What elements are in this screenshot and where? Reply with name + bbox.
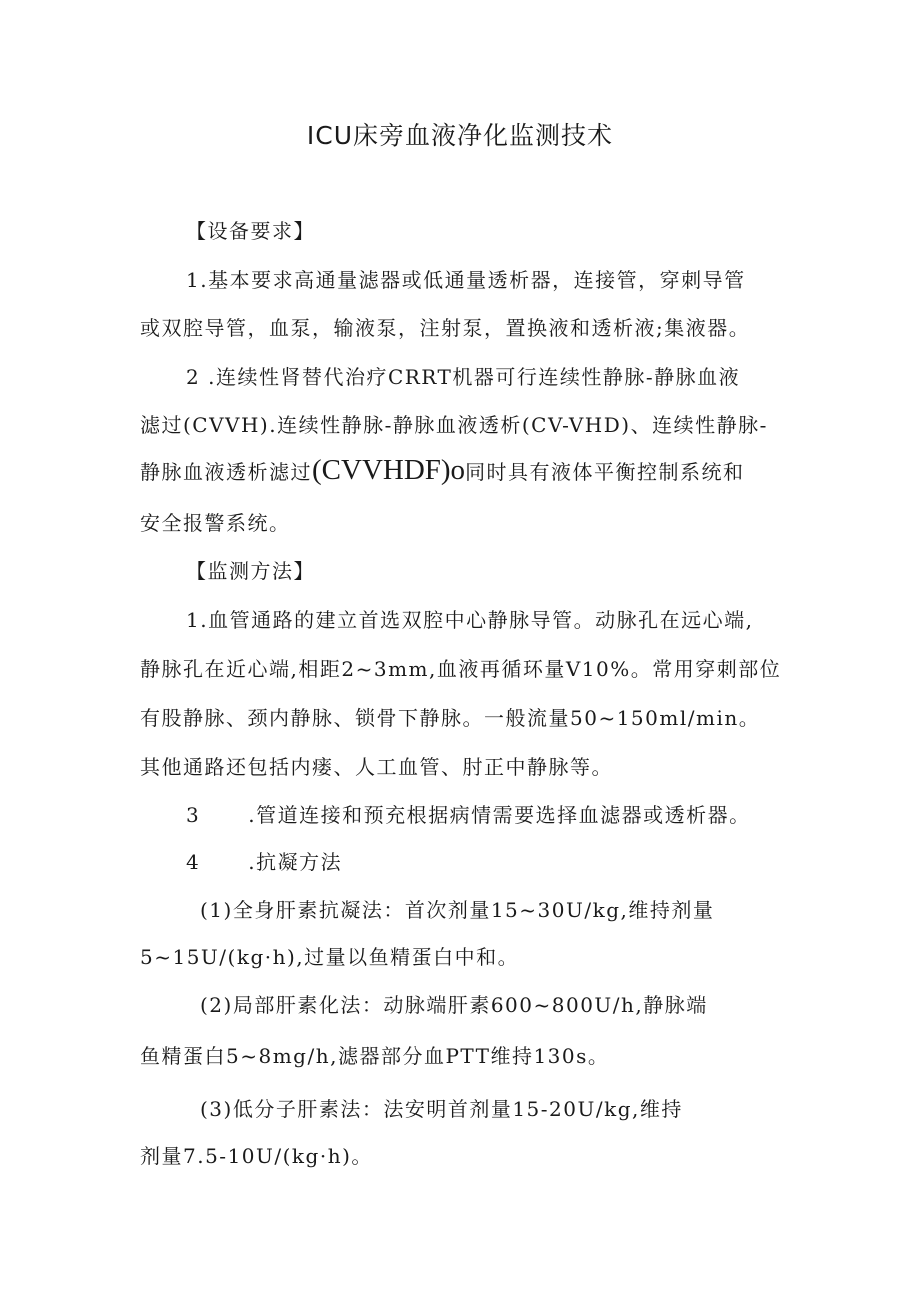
equipment-item-2-line-1: 2 .连续性肾替代治疗CRRT机器可行连续性静脉-静脉血液	[186, 365, 741, 389]
equipment-item-2-line-2: 滤过(CVVH).连续性静脉-静脉血液透析(CV-VHD)、连续性静脉-	[140, 413, 768, 437]
equipment-item-2-line-3	[140, 455, 745, 487]
equipment-item-2-line-4: 安全报警系统。	[140, 511, 291, 535]
section-heading-method: 【监测方法】	[186, 559, 315, 583]
anticoagulation-item-3-line-1: (3)低分子肝素法：法安明首剂量15-20U/kg,维持	[200, 1097, 683, 1121]
method-item-3-number: 3	[186, 803, 201, 827]
method-item-1-line-2: 静脉孔在近心端,相距2~3mm,血液再循环量V10%。常用穿刺部位	[140, 657, 782, 681]
equipment-item-1-line-1: 1.基本要求高通量滤器或低通量透析器，连接管，穿刺导管	[186, 268, 746, 292]
equipment-item-1-line-2: 或双腔导管，血泵，输液泵，注射泵，置换液和透析液;集液器。	[140, 316, 751, 340]
anticoagulation-item-2-line-1: (2)局部肝素化法：动脉端肝素600~800U/h,静脉端	[200, 993, 708, 1017]
method-item-4	[186, 847, 342, 877]
method-item-4-text: .抗凝方法	[248, 850, 343, 874]
equipment-item-2-line-3-tail: 同时具有液体平衡控制系统和	[465, 460, 745, 484]
cvvhdf-abbreviation: (CVVHDF)o	[312, 454, 466, 486]
section-heading-equipment: 【设备要求】	[186, 219, 315, 243]
method-item-4-number: 4	[186, 850, 201, 874]
anticoagulation-item-1-line-2: 5~15U/(kg·h),过量以鱼精蛋白中和。	[140, 945, 520, 969]
method-item-1-line-3: 有股静脉、颈内静脉、锁骨下静脉。一般流量50~150ml/min。	[140, 706, 761, 730]
method-item-3-text: .管道连接和预充根据病情需要选择血滤器或透析器。	[248, 803, 751, 827]
anticoagulation-item-1-line-1: (1)全身肝素抗凝法：首次剂量15~30U/kg,维持剂量	[200, 898, 715, 922]
equipment-item-2-line-3-text: 静脉血液透析滤过	[140, 460, 312, 484]
anticoagulation-item-3-line-2: 剂量7.5-10U/(kg·h)。	[140, 1144, 373, 1168]
method-item-3	[186, 800, 751, 830]
method-item-1-line-4: 其他通路还包括内瘘、人工血管、肘正中静脉等。	[140, 755, 613, 779]
anticoagulation-item-2-line-2: 鱼精蛋白5~8mg/h,滤器部分血PTT维持130s。	[140, 1044, 610, 1068]
document-title: ICU床旁血液净化监测技术	[306, 121, 614, 150]
method-item-1-line-1: 1.血管通路的建立首选双腔中心静脉导管。动脉孔在远心端,	[186, 608, 754, 632]
